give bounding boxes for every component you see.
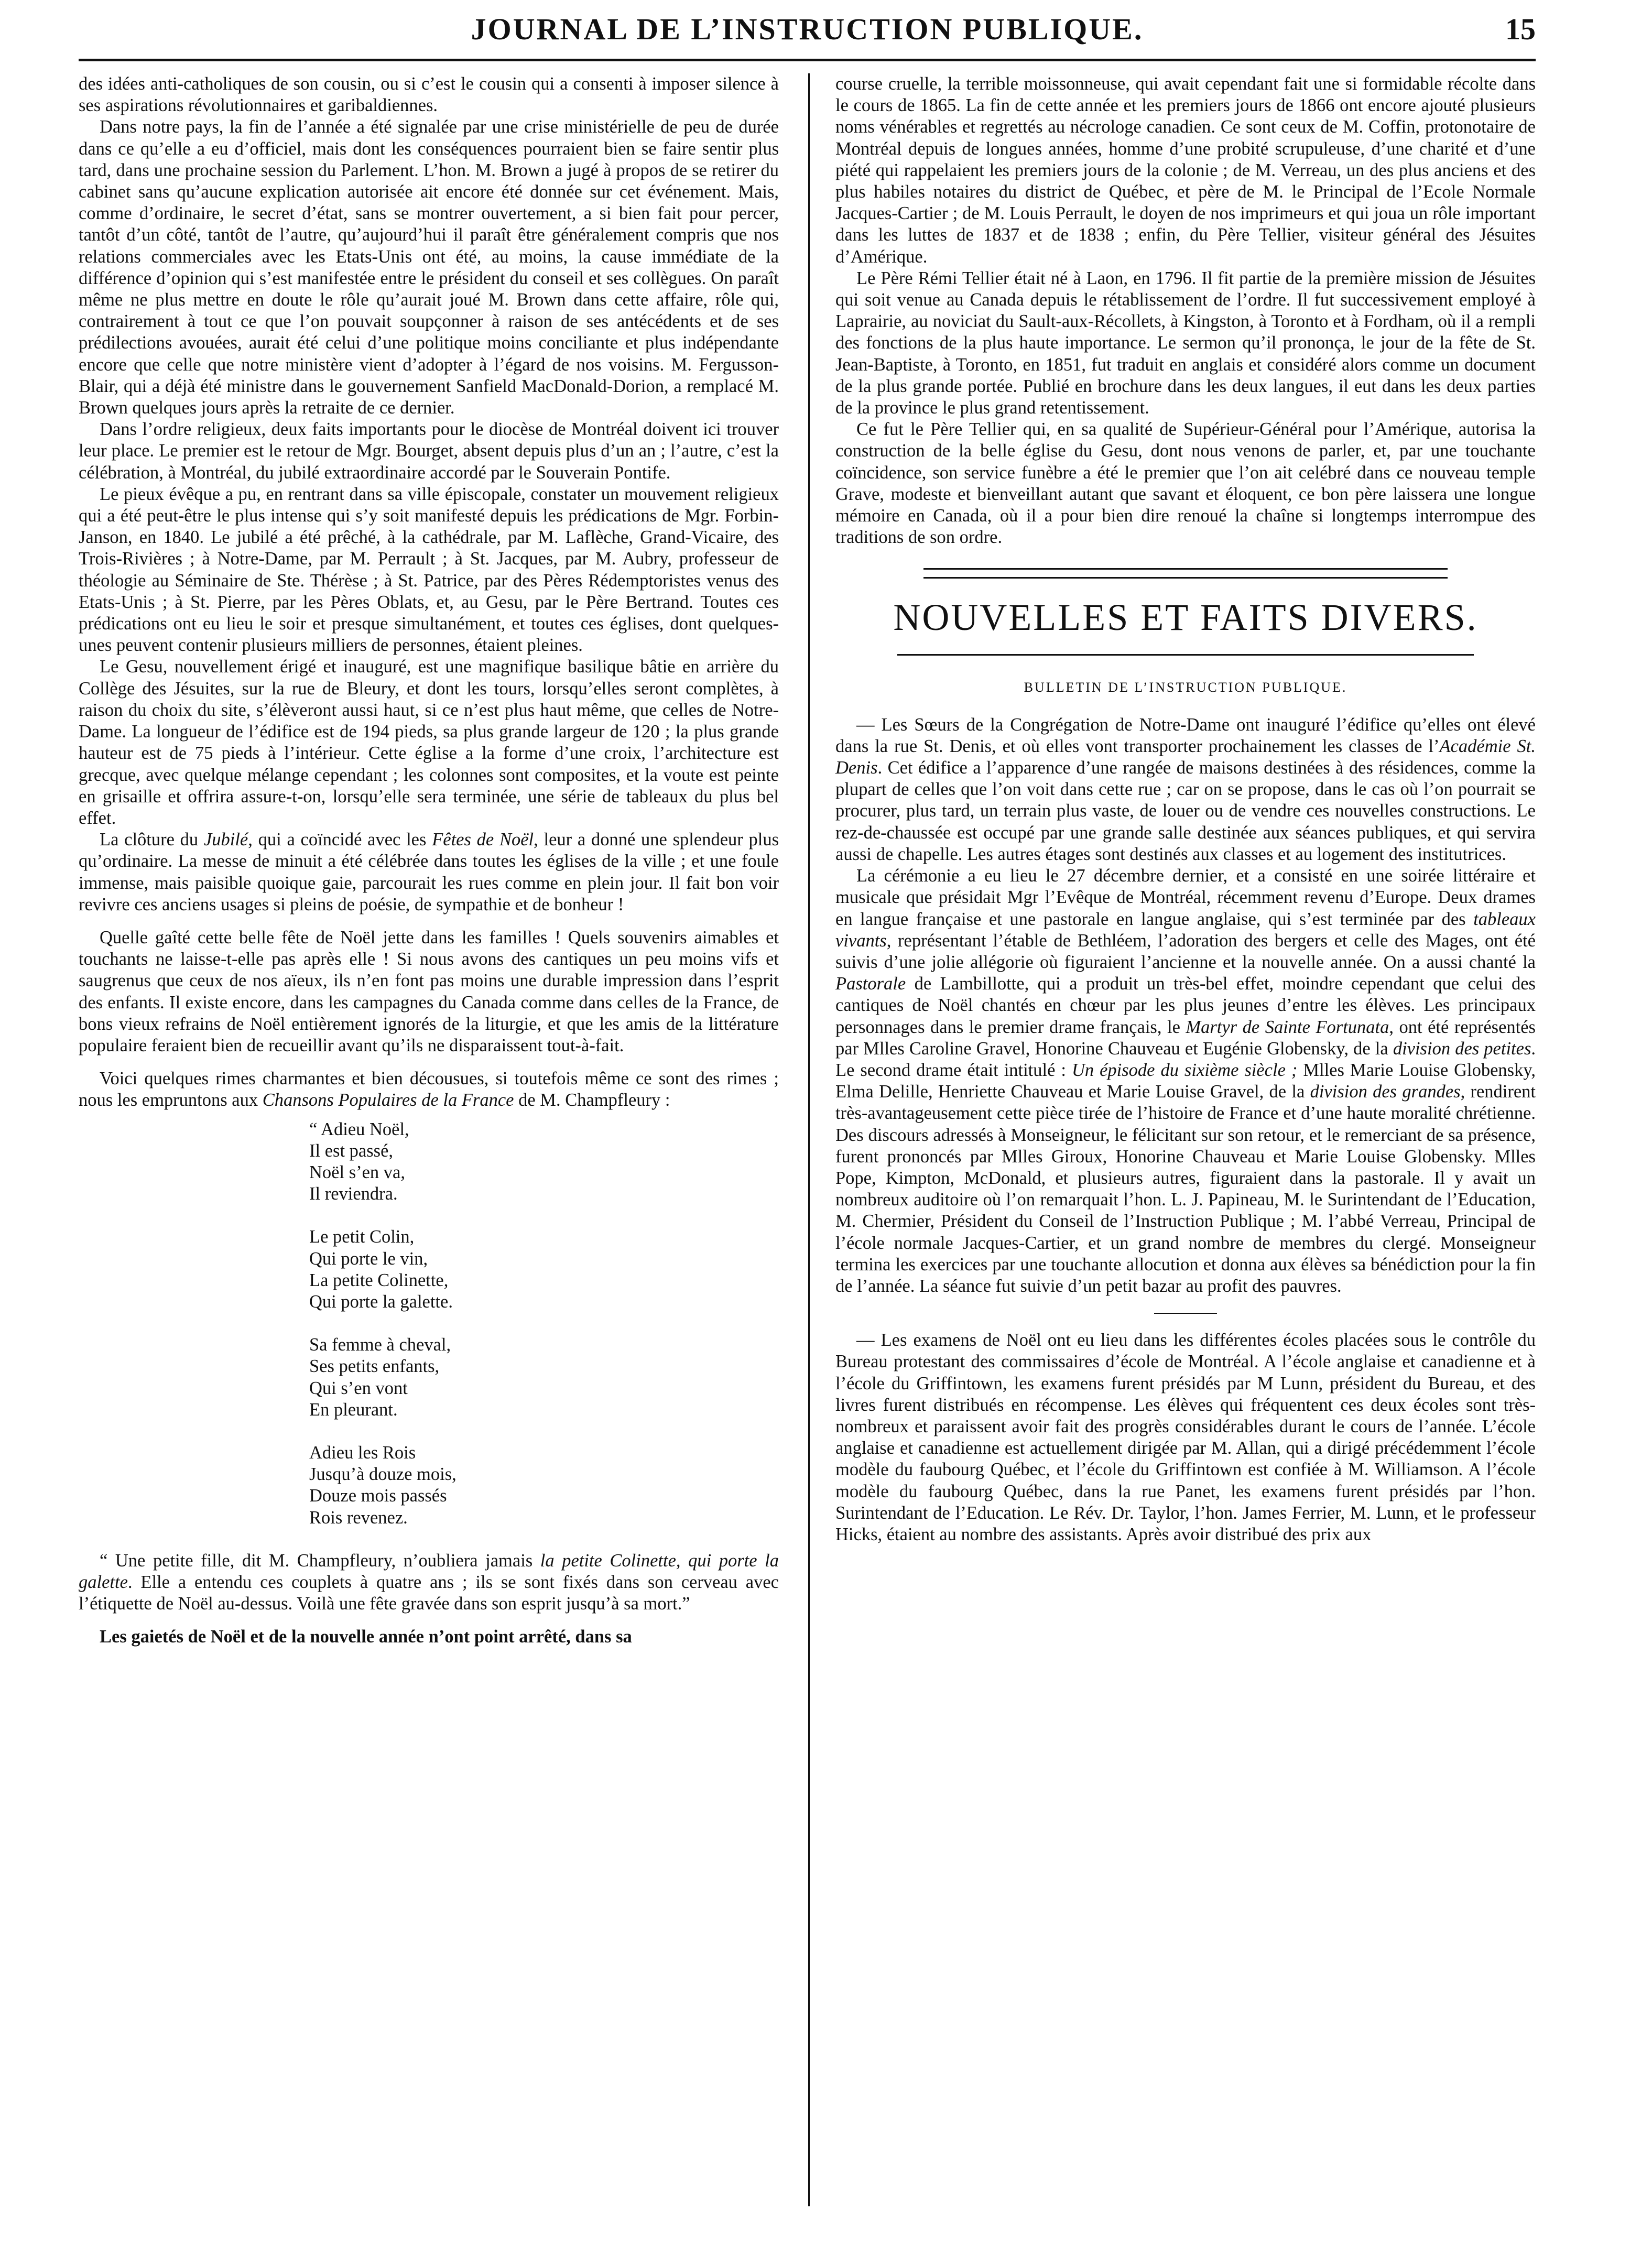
paragraph: Le pieux évêque a pu, en rentrant dans sa ville épiscopale, constater un mouvement religieux qui a été peut-être le plus intense qui s’y soit manifesté depuis les prédications de Mgr. Forbin-Janson, en 1840. Le jubilé a été prêché, à la cathédrale, par M. Laflèche, Grand-Vicaire, des Trois-Rivières ; à Notre-Dame, par M. Perrault ; à St. Jacques, par M. Aubry, professeur de théologie au Séminaire de Ste. Thérèse ; à St. Patrice, par des Pères Rédemptoristes venus des Etats-Unis ; à St. Pierre, par les Pères Oblats, et, au Gesu, par le Père Bertrand. Toutes ces prédications ont eu lieu le soir et presque simultanément, et toutes ces églises, dont quelques-unes peuvent contenir plusieurs milliers de personnes, étaient pleines.	[79, 484, 779, 656]
poem-line: La petite Colinette,	[309, 1270, 449, 1290]
poem-line: Qui s’en vont	[309, 1378, 408, 1398]
poem-line: En pleurant.	[309, 1399, 398, 1420]
header-rule	[79, 59, 1536, 61]
poem-line: Jusqu’à douze mois,	[309, 1464, 457, 1485]
paragraph: course cruelle, la terrible moissonneuse, qui avait cependant fait une si formidable récolte dans le cours de 1865. La fin de cette année et les premiers jours de 1866 ont encore ajouté plusieurs noms vénérables et regrettés au nécrologe canadien. Ce sont ceux de M. Coffin, protonotaire de Montréal depuis de longues années, homme d’une probité scrupuleuse, d’une charité et d’une piété qui rappelaient les premiers jours de la colonie ; de M. Verreau, un des plus anciens et des plus habiles notaires du district de Québec, et père de M. le Principal de l’Ecole Normale Jacques-Cartier ; de M. Louis Perrault, le doyen de nos imprimeurs et qui joua un rôle important dans les luttes de 1837 et de 1838 ; enfin, du Père Tellier, visiteur général des Jésuites d’Amérique.	[835, 74, 1536, 267]
page-number: 15	[1505, 12, 1536, 46]
poem-line: Adieu les Rois	[309, 1442, 416, 1463]
journal-title: JOURNAL DE L’INSTRUCTION PUBLIQUE.	[471, 12, 1144, 46]
column-divider	[808, 73, 810, 2206]
poem-line: Sa femme à cheval,	[309, 1335, 451, 1355]
noel-poem	[309, 1119, 779, 1529]
right-column	[835, 73, 1536, 1545]
paragraph: Ce fut le Père Tellier qui, en sa qualité de Supérieur-Général pour l’Amérique, autorisa la construction de la belle église du Gesu, dont nous venons de parler, et, par une touchante coïncidence, son service funèbre a été le premier que l’on ait celébré dans ce nouveau temple Grave, modeste et bienveillant autant que savant et éloquent, ce bon père laissera une longue mémoire en Canada, où il a pour bien dire renoué la chaîne si longtemps interrompue des traditions de son ordre.	[835, 419, 1536, 548]
paragraph: Quelle gaîté cette belle fête de Noël jette dans les familles ! Quels souvenirs aimables et touchants ne laisse-t-elle pas après elle ! Si nous avons des cantiques un peu moins vifs et saugrenus que ceux de nos aïeux, ils n’en font pas moins une durable impression dans l’esprit des enfants. Il existe encore, dans les campagnes du Canada comme dans celles de la France, de bons vieux refrains de Noël entièrement ignorés de la liturgie, et que les amis de la littérature populaire feraient bien de recueillir avant qu’ils ne disparaissent tout-à-fait.	[79, 927, 779, 1055]
paragraph: La clôture du Jubilé, qui a coïncidé avec les Fêtes de Noël, leur a donné une splendeur plus qu’ordinaire. La messe de minuit a été célébrée dans toutes les églises de la ville ; et une foule immense, mais paisible quoique gaie, parcourait les rues comme en plein jour. Il fait bon voir revivre ces anciens usages si pleins de poésie, de sympathie et de bonheur !	[79, 830, 779, 914]
poem-line: Qui porte le vin,	[309, 1248, 428, 1269]
news-item: La cérémonie a eu lieu le 27 décembre dernier, et a consisté en une soirée littéraire et musicale que présidait Mgr l’Evêque de Montréal, récemment revenu d’Europe. Deux drames en langue française et une pastorale en langue anglaise, qui s’est terminée par des tableaux vivants, représentant l’étable de Bethléem, l’adoration des bergers et celle des Mages, ont été suivis d’une jolie allégorie où figuraient l’ancienne et la nouvelle année. On a aussi chanté la Pastorale de Lambillotte, qui a produit un très-bel effet, moindre cependant que celui des cantiques de Noël chantés en chœur par les plus jeunes d’entre les élèves. Les principaux personnages dans le premier drame français, le Martyr de Sainte Fortunata, ont été représentés par Mlles Caroline Gravel, Honorine Chauveau et Eugénie Globensky, de la division des petites. Le second drame était intitulé : Un épisode du sixième siècle ; Mlles Marie Louise Globensky, Elma Delille, Henriette Chauveau et Marie Louise Gravel, de la division des grandes, rendirent très-avantageusement cette pièce tirée de l’histoire de France et d’une haute moralité chrétienne. Des discours adressés à Monseigneur, le félicitant sur son retour, et le remerciant de sa présence, furent prononcés par Mlles Giroux, Honorine Chauveau et Marie Louise Globensky. Mlles Pope, Kimpton, McDonald, et plusieurs autres, figuraient dans la pastorale. Il y avait un nombreux auditoire où l’on remarquait l’hon. L. J. Papineau, M. le Surintendant de l’Education, M. Chermier, Président du Conseil de l’Instruction Publique ; M. l’abbé Verreau, Principal de l’école normale Jacques-Cartier, et un grand nombre de membres du clergé. Monseigneur termina les exercices par une touchante allocution et donna aux élèves sa bénédiction pour la fin de l’année. La séance fut suivie d’un petit bazar au profit des pauvres.	[835, 866, 1536, 1296]
poem-line: Qui porte la galette.	[309, 1291, 453, 1312]
paragraph: Dans notre pays, la fin de l’année a été signalée par une crise ministérielle de peu de durée dans ce qu’elle a eu d’officiel, mais dont les conséquences pourraient bien se faire sentir plus tard, dans une prochaine session du Parlement. L’hon. M. Brown a jugé à propos de se retirer du cabinet sans qu’aucune explication autorisée ait encore été donnée sur cet événement. Mais, comme d’ordinaire, le secret d’état, sans se montrer ouvertement, a si bien fait pour percer, tantôt d’un côté, tantôt de l’autre, qu’aujourd’hui il paraît être généralement compris que nos relations commerciales avec les Etats-Unis ont été, au moins, la cause immédiate de la différence d’opinion qui s’est manifestée entre le président du conseil et ses collègues. On paraît même ne plus mettre en doute le rôle qu’aurait joué M. Brown dans cette affaire, rôle qui, contrairement à tout ce que l’on pouvait soupçonner à raison de ses antécédents et de ses prédilections avouées, aurait été celui d’une politique moins conciliante et plus indépendante encore que celle que notre ministère vient d’adopter à l’égard de nos voisins. M. Fergusson-Blair, qui a déjà été ministre dans le gouvernement Sanfield MacDonald-Dorion, a remplacé M. Brown quelques jours après la retraite de ce dernier.	[79, 117, 779, 418]
section-double-rule	[923, 568, 1448, 579]
poem-line: “ Adieu Noël,	[309, 1119, 409, 1139]
section-rule	[897, 654, 1474, 656]
paragraph: Le Père Rémi Tellier était né à Laon, en 1796. Il fit partie de la première mission de Jésuites qui soit venue au Canada depuis le rétablissement de l’ordre. Il fut successivement employé à Laprairie, au noviciat du Sault-aux-Récollets, à Kingston, à Toronto et à Fordham, où il a rempli des fonctions de la plus haute importance. Le sermon qu’il prononça, le jour de la fête de St. Jean-Baptiste, à Toronto, en 1851, fut traduit en anglais et considéré alors comme un document de la plus grande portée. Publié en brochure dans les deux langues, il eut dans les deux parties de la province le plus grand retentissement.	[835, 268, 1536, 418]
poem-line: Il reviendra.	[309, 1184, 398, 1204]
poem-line: Rois revenez.	[309, 1507, 408, 1528]
news-item: — Les Sœurs de la Congrégation de Notre-Dame ont inauguré l’édifice qu’elles ont élevé dans la rue St. Denis, et où elles vont transporter prochainement les classes de l’Académie St. Denis. Cet édifice a l’apparence d’une rangée de maisons destinées à des résidences, comme la plupart de celles que l’on voit dans cette rue ; car on se propose, dans le cas où l’on pourrait se procurer, plus tard, un terrain plus vaste, de louer ou de vendre ces nouvelles constructions. Le rez-de-chaussée est occupé par une grande salle destinée aux séances publiques, et qui servira aussi de chapelle. Les autres étages sont destinés aux classes et au logement des institutrices.	[835, 714, 1536, 864]
poem-line: Il est passé,	[309, 1140, 394, 1161]
poem-line: Noël s’en va,	[309, 1162, 405, 1182]
poem-stanza	[309, 1334, 779, 1421]
poem-stanza	[309, 1442, 779, 1529]
poem-stanza	[309, 1119, 779, 1205]
paragraph: Voici quelques rimes charmantes et bien décousues, si toutefois même ce sont des rimes ; nous les empruntons aux Chansons Populaires de la France de M. Champfleury :	[79, 1069, 779, 1110]
paragraph: Le Gesu, nouvellement érigé et inauguré, est une magnifique basilique bâtie en arrière du Collège des Jésuites, sur la rue de Bleury, et dont les tours, lorsqu’elles seront complètes, à raison du choix du site, s’élèveront aussi haut, si ce n’est plus haut même, que celles de Notre-Dame. La longueur de l’édifice est de 194 pieds, sa plus grande largeur de 120 ; la plus grande hauteur est de 75 pieds à l’intérieur. Cette église a la forme d’une croix, l’architecture est grecque, avec quelque mélange cependant ; les colonnes sont composites, et la voute est peinte en grisaille et offrira assure-t-on, lorsqu’elle sera terminée, une série de tableaux du plus bel effet.	[79, 657, 779, 828]
poem-line: Le petit Colin,	[309, 1227, 415, 1247]
paragraph: Les gaietés de Noël et de la nouvelle année n’ont point arrêté, dans sa	[100, 1627, 632, 1647]
item-separator	[1154, 1313, 1217, 1314]
poem-line: Ses petits enfants,	[309, 1356, 440, 1377]
left-column	[79, 73, 779, 1648]
poem-stanza	[309, 1226, 779, 1313]
paragraph: des idées anti-catholiques de son cousin, ou si c’est le cousin qui a consenti à imposer silence à ses aspirations révolutionnaires et garibaldiennes.	[79, 74, 779, 116]
paragraph: “ Une petite fille, dit M. Champfleury, n’oubliera jamais la petite Colinette, qui porte la galette. Elle a entendu ces couplets à quatre ans ; ils se sont fixés dans son cerveau avec l’étiquette de Noël au-dessus. Voilà une fête gravée dans son esprit jusqu’à sa mort.”	[79, 1550, 779, 1614]
poem-line: Douze mois passés	[309, 1486, 447, 1506]
running-header	[79, 12, 1536, 53]
paragraph: Dans l’ordre religieux, deux faits importants pour le diocèse de Montréal doivent ici trouver leur place. Le premier est le retour de Mgr. Bourget, absent depuis plus d’un an ; l’autre, c’est la célébration, à Montréal, du jubilé extraordinaire accordé par le Souverain Pontife.	[79, 419, 779, 483]
section-title: NOUVELLES ET FAITS DIVERS.	[893, 596, 1478, 639]
news-item: — Les examens de Noël ont eu lieu dans les différentes écoles placées sous le contrôle du Bureau protestant des commissaires d’école de Montréal. A l’école anglaise et canadienne et à l’école du Griffintown, les examens furent présidés par M Lunn, président du Bureau, et des livres furent distribués en récompense. Les élèves qui fréquentent ces deux écoles sont très-nombreux et paraissent avoir fait des progrès considérables durant le cours de l’année. L’école anglaise et canadienne est actuellement dirigée par M. Allan, qui a dirigé précédemment l’école modèle du faubourg Québec, et l’école du Griffintown est confiée à M. Williamson. A l’école modèle du faubourg Québec, dans la rue Panet, les examens furent présidés par l’hon. Surintendant de l’Education. Le Rév. Dr. Taylor, l’hon. James Ferrier, M. Lunn, et le professeur Hicks, étaient au nombre des assistants. Après avoir distribué des prix aux	[835, 1330, 1536, 1544]
bulletin-heading: BULLETIN DE L’INSTRUCTION PUBLIQUE.	[1024, 680, 1347, 695]
